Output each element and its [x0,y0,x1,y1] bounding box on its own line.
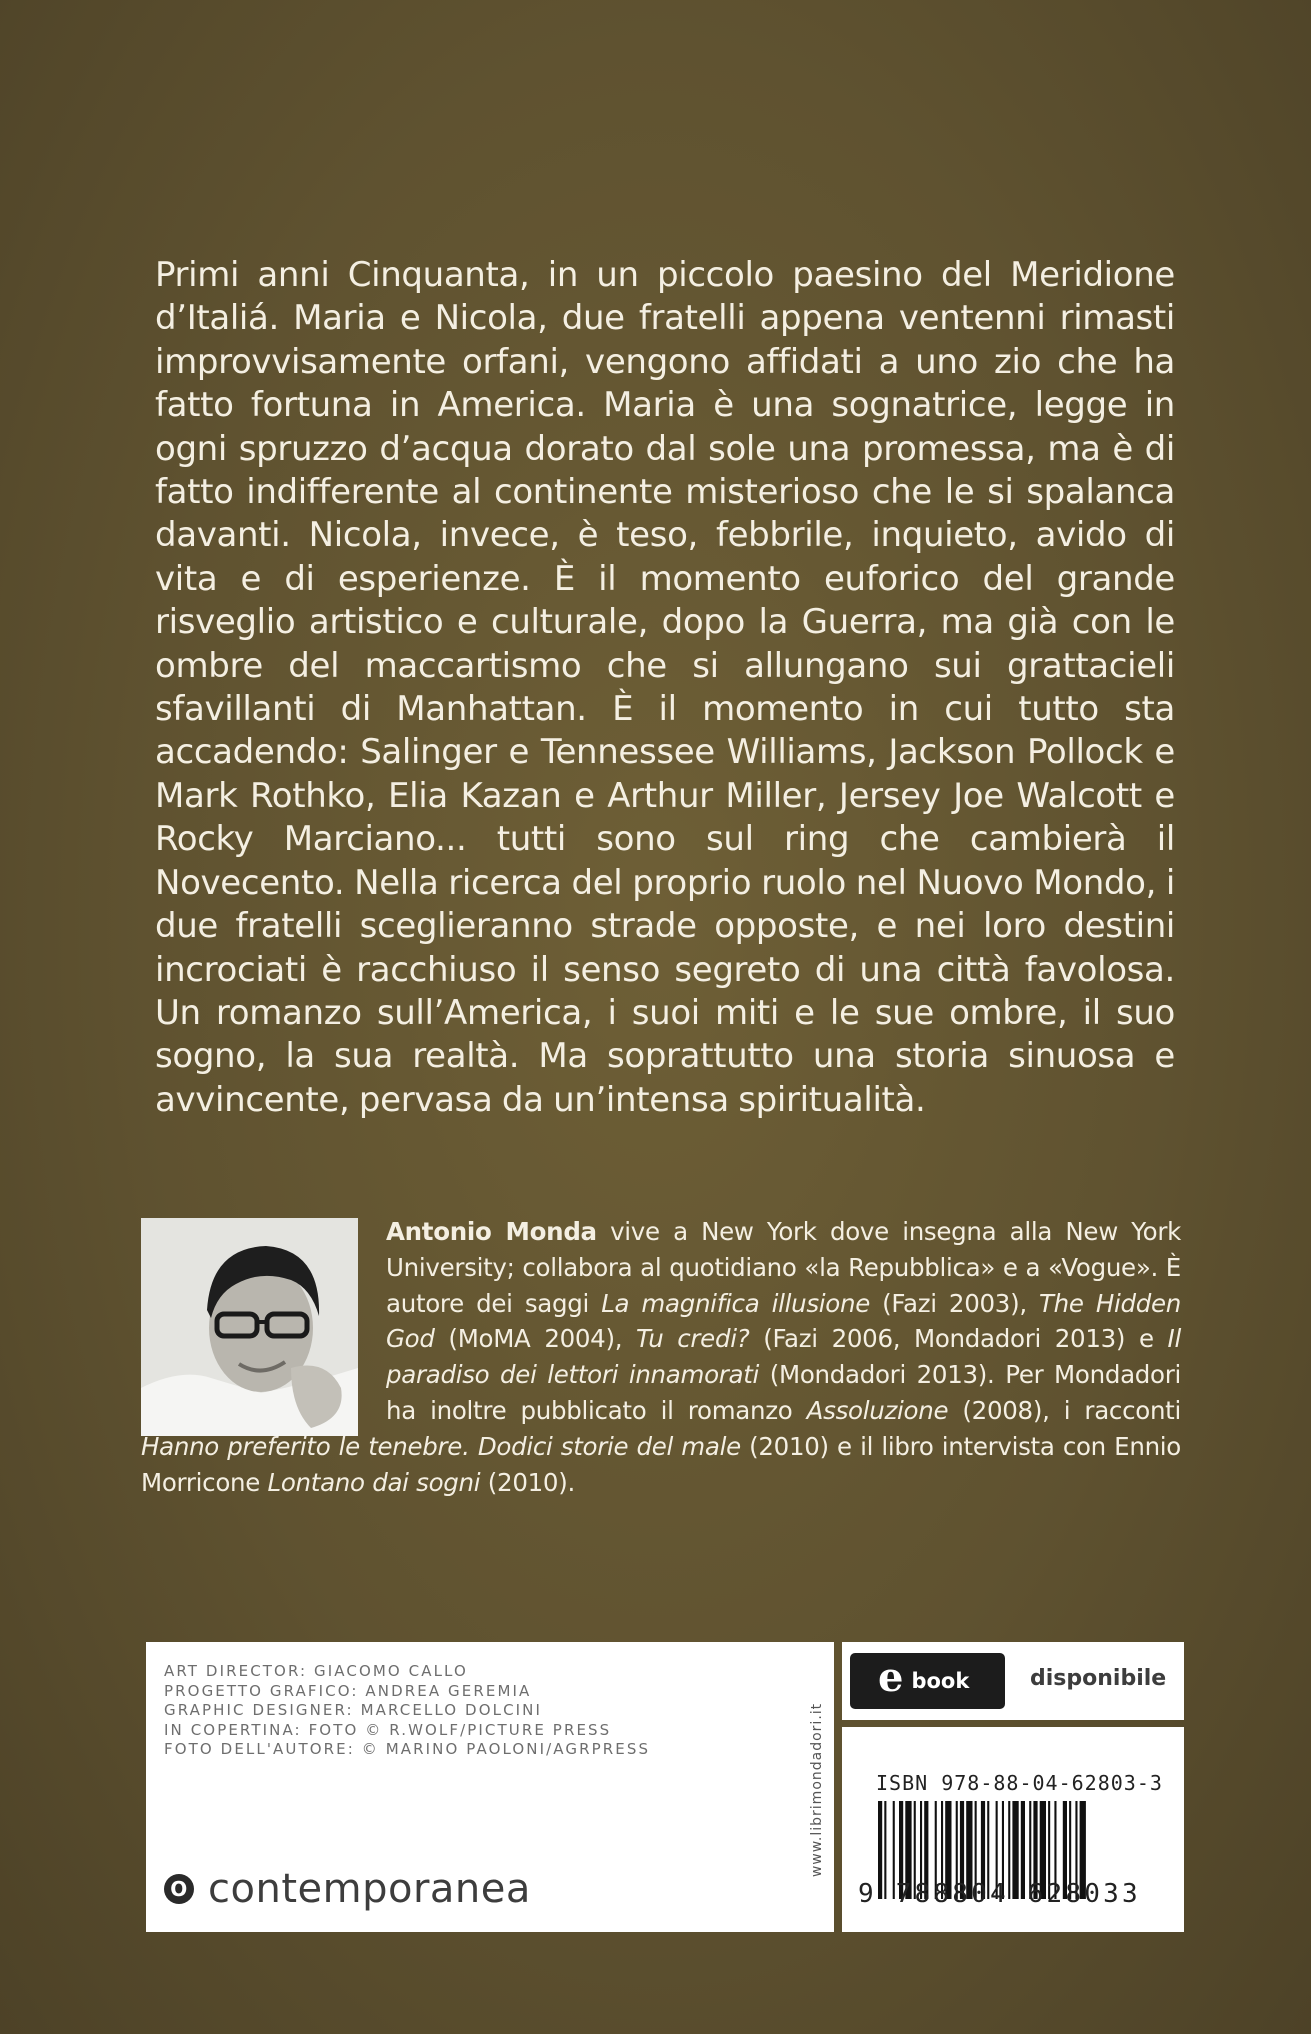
book-title: The Hidden God [386,1288,1181,1354]
ebook-e-icon: e [878,1654,904,1701]
website-url: www.librimondadori.it [809,1702,826,1878]
credits-panel [146,1642,834,1932]
book-title: Hanno preferito le tenebre. Dodici storie del male [141,1431,741,1461]
bio-text: (2010). [480,1467,575,1497]
barcode-digits: 9 788804 628033 [858,1879,1141,1909]
bio-text: (2010) e il libro intervista con Ennio Morricone [141,1431,1181,1497]
isbn-panel [842,1727,1184,1932]
credit-line: PROGETTO GRAFICO: ANDREA GEREMIA [164,1681,532,1700]
bio-text: (MoMA 2004), [434,1324,637,1354]
author-bio [141,1214,1181,1500]
book-title: Lontano dai sogni [267,1467,481,1497]
mondadori-logo-icon: O [164,1874,194,1904]
synopsis-paragraph: Primi anni Cinquanta, in un piccolo paesino del Meridione d’Italiá. Maria e Nicola, due fratelli appena ventenni rimasti improvvisamente orfani, vengono affidati a uno zio che ha fatto fortuna in America. Maria è una sognatrice, legge in ogni spruzzo d’acqua dorato dal sole una promessa, ma è di fatto indifferente al continente misterioso che le si spalanca davanti. Nicola, invece, è teso, febbrile, inquieto, avido di vita e di esperienze. È il momento euforico del grande risveglio artistico e culturale, dopo la Guerra, ma già con le ombre del maccartismo che si allungano sui grattacieli sfavillanti di Manhattan. È il momento in cui tutto sta accadendo: Salinger e Tennessee Williams, Jackson Pollock e Mark Rothko, Elia Kazan e Arthur Miller, Jersey Joe Walcott e Rocky Marciano... tutti sono sul ring che cambierà il Novecento. Nella ricerca del proprio ruolo nel Nuovo Mondo, i due fratelli sceglieranno strade opposte, e nei loro destini incrociati è racchiuso il senso segreto di una città favolosa. Un romanzo sull’America, i suoi miti e le sue ombre, il suo sogno, la sua realtà. Ma soprattutto una storia sinuosa e avvincente, pervasa da un’intensa spiritualità. [155,255,1175,1120]
book-title: Il paradiso dei lettori innamorati [386,1324,1181,1390]
book-title: Assoluzione [806,1395,949,1425]
credit-line: FOTO DELL'AUTORE: © MARINO PAOLONI/AGRPRESS [164,1740,651,1759]
ebook-panel [842,1642,1184,1720]
photo-float-spacer [141,1214,386,1424]
website-vertical [806,1654,828,1926]
isbn-label: ISBN 978-88-04-62803-3 [876,1771,1163,1795]
credit-line: IN COPERTINA: FOTO © R.WOLF/PICTURE PRESS [164,1720,612,1739]
imprint [164,1866,531,1912]
book-title: Tu credi? [636,1324,750,1354]
ebook-availability: disponibile [1030,1666,1167,1691]
book-title: La magnifica illusione [601,1288,870,1318]
bio-text: vive a New York dove insegna alla New York University; collabora al quotidiano «la Repubblica» e a «Vogue». È autore dei saggi [386,1217,1181,1318]
bio-text: (Fazi 2003), [870,1288,1039,1318]
credit-line: GRAPHIC DESIGNER: MARCELLO DOLCINI [164,1701,543,1720]
author-name: Antonio Monda [386,1217,597,1246]
imprint-name: contemporanea [208,1866,531,1912]
bio-text: (Fazi 2006, Mondadori 2013) e [749,1324,1168,1354]
bio-text: (2008), i racconti [948,1395,1181,1425]
credit-line: ART DIRECTOR: GIACOMO CALLO [164,1662,468,1680]
ebook-badge [850,1653,1005,1709]
credits-list [164,1662,650,1760]
bio-text: (Mondadori 2013). Per Mondadori ha inoltre pubblicato il romanzo [386,1360,1182,1425]
ebook-word: book [911,1669,970,1693]
